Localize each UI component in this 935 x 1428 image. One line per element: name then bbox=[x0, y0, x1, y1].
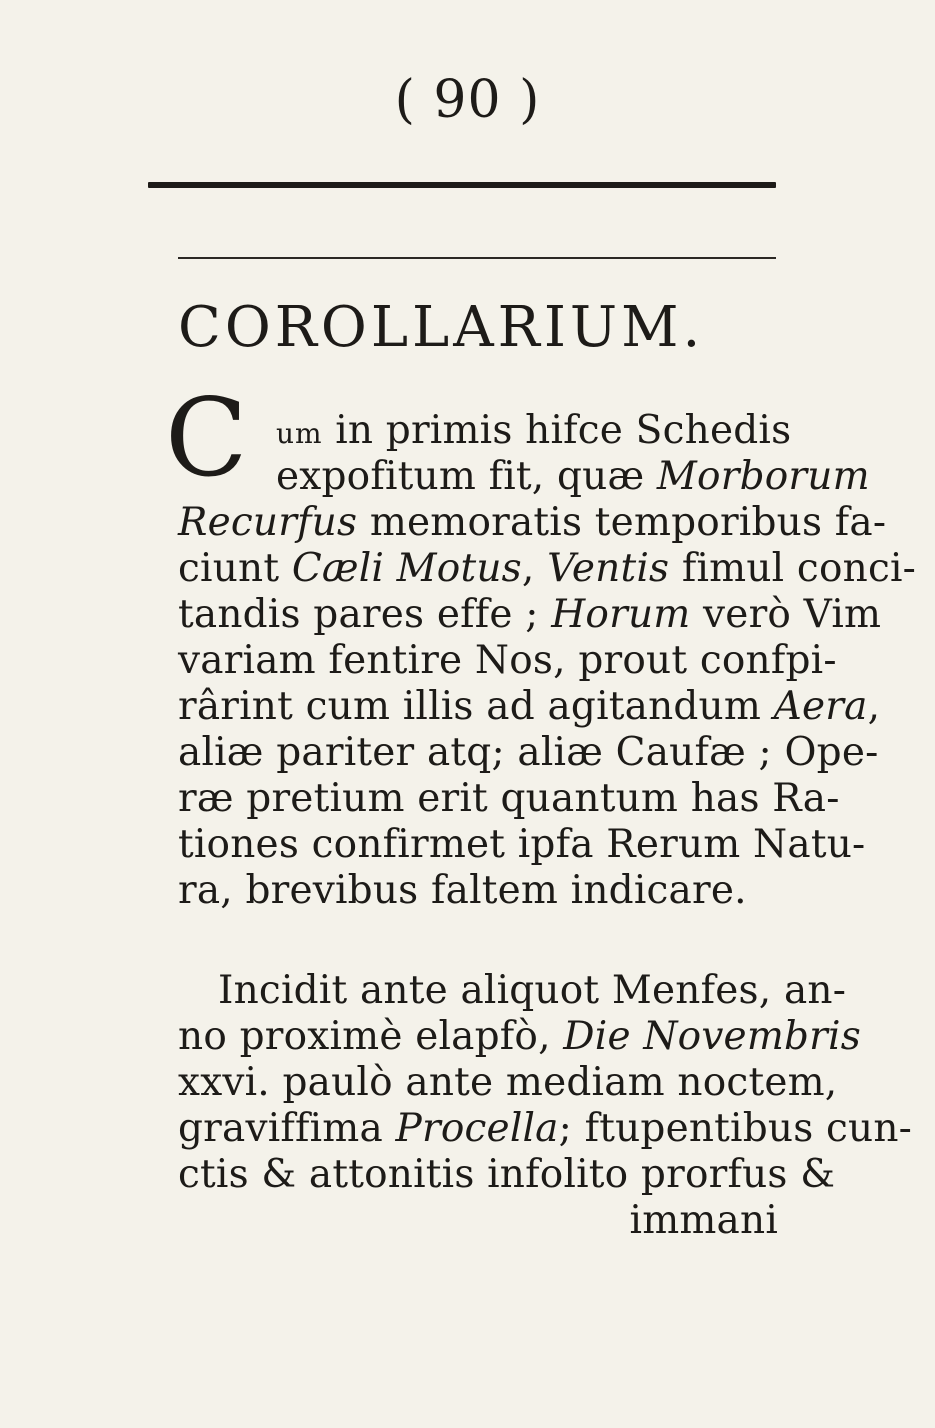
text-line: um in primis hifce Schedis bbox=[276, 408, 792, 453]
text-line: graviffima Procella; ftupentibus cun- bbox=[178, 1106, 913, 1151]
text-line: xxvi. paulò ante mediam noctem, bbox=[178, 1060, 838, 1105]
small-caps-word: um bbox=[276, 417, 323, 450]
text-line: ctis & attonitis infolito prorfus & bbox=[178, 1152, 836, 1197]
header-rule-thin bbox=[178, 257, 776, 259]
text-line: Recurfus memoratis temporibus fa- bbox=[178, 500, 887, 545]
text-line: ra, brevibus faltem indicare. bbox=[178, 868, 747, 913]
text-line: variam fentire Nos, prout confpi- bbox=[178, 638, 837, 683]
text-line: expofitum fit, quæ Morborum bbox=[276, 454, 870, 499]
text-line: aliæ pariter atq; aliæ Caufæ ; Ope- bbox=[178, 730, 879, 775]
text-line: tandis pares effe ; Horum verò Vim bbox=[178, 592, 882, 637]
text-line: rârint cum illis ad agitandum Aera, bbox=[178, 684, 881, 729]
section-heading: COROLLARIUM. bbox=[178, 295, 705, 360]
text-line: ciunt Cæli Motus, Ventis fimul conci- bbox=[178, 546, 917, 591]
text-line: Incidit ante aliquot Menfes, an- bbox=[218, 968, 847, 1013]
paragraph-2 bbox=[178, 968, 913, 1244]
text-line: ræ pretium erit quantum has Ra- bbox=[178, 776, 840, 821]
catchword: immani bbox=[629, 1198, 778, 1243]
text-line: tiones confirmet ipfa Rerum Natu- bbox=[178, 822, 866, 867]
paragraph-1 bbox=[178, 408, 917, 914]
drop-cap: C bbox=[165, 376, 248, 501]
page-number: ( 90 ) bbox=[394, 70, 541, 130]
header-rule-thick bbox=[148, 182, 776, 188]
text-line: no proximè elapfò, Die Novembris bbox=[178, 1014, 861, 1059]
